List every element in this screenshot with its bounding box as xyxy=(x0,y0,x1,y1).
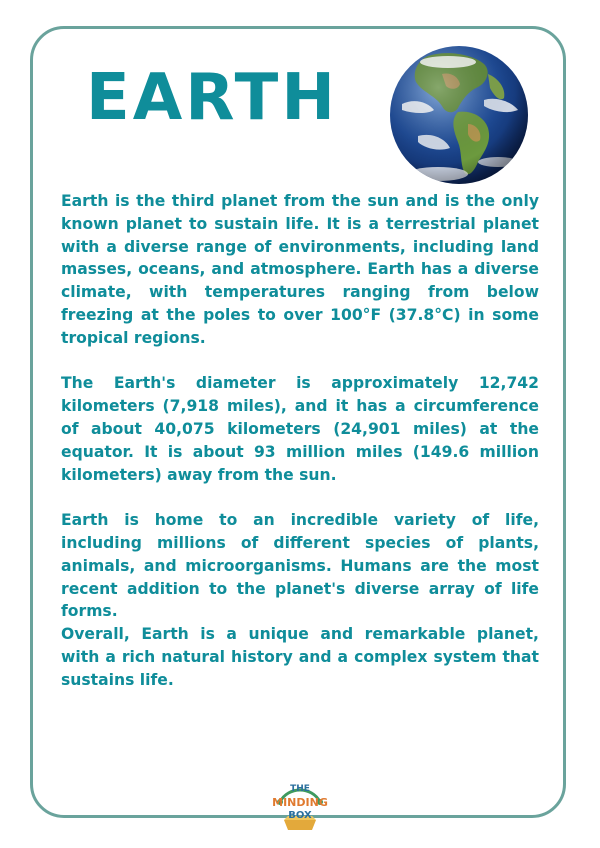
earth-globe-image xyxy=(388,44,530,186)
logo-text-the: THE xyxy=(290,784,310,794)
minding-box-logo xyxy=(270,780,330,838)
logo-text-minding: MINDING xyxy=(272,796,328,809)
body-text xyxy=(61,190,539,692)
paragraph-life: Earth is home to an incredible variety of life, including millions of different species of plants, animals, and microorganisms. Humans are the most recent addition to the planet's diverse array of life forms. xyxy=(61,511,539,621)
page-title: EARTH xyxy=(86,61,338,135)
paragraph-dimensions: The Earth's diameter is approximately 12,742 kilometers (7,918 miles), and it has a circumference of about 40,075 kilometers (24,901 miles) at the equator. It is about 93 million miles (149.6 million kilometers) away from the sun. xyxy=(61,374,539,484)
paragraph-intro: Earth is the third planet from the sun and is the only known planet to sustain life. It is a terrestrial planet with a diverse range of environments, including land masses, oceans, and atmosphere. Earth has a diverse climate, with temperatures ranging from below freezing at the poles to over 100°F (37.8°C) in some tropical regions. xyxy=(61,192,539,347)
paragraph-conclusion: Overall, Earth is a unique and remarkable planet, with a rich natural history and a complex system that sustains life. xyxy=(61,625,539,689)
logo-text-box: BOX xyxy=(288,810,312,821)
